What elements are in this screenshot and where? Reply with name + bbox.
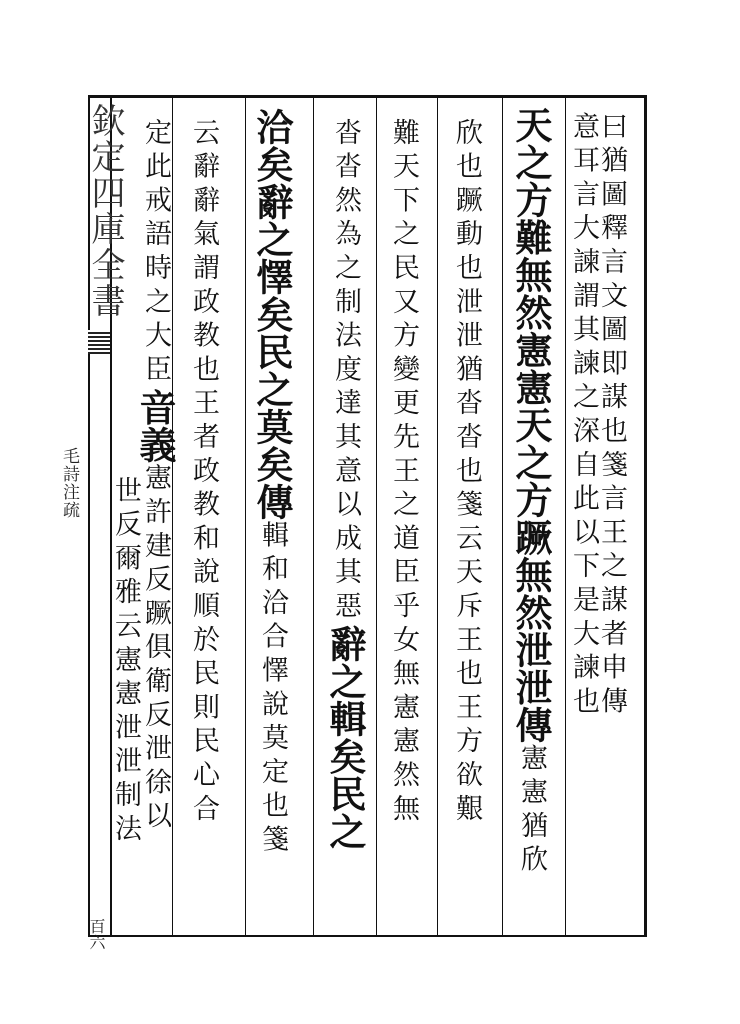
commentary-text: 難天下之民又方變更先王之道臣乎女無憲憲然無	[388, 118, 419, 828]
book-name: 毛詩注疏	[59, 447, 79, 519]
commentary-text: 沓沓然為之制法度達其意以成其惡	[330, 118, 361, 625]
text-column-7	[250, 108, 294, 859]
text-column-6	[323, 118, 367, 850]
commentary-text: 定此戒語時之大臣	[140, 118, 171, 389]
column-divider	[565, 98, 566, 935]
running-title: 欽定四庫全書	[85, 103, 125, 319]
column-divider	[376, 98, 377, 935]
text-column-5	[390, 118, 417, 828]
classic-text: 音義	[133, 388, 177, 464]
commentary-text: 世反爾雅云憲憲泄泄制法	[110, 476, 141, 848]
folio-number: 百六	[87, 918, 106, 950]
commentary-text: 憲憲猶欣	[516, 743, 547, 879]
column-divider	[313, 98, 314, 935]
text-column-4	[453, 118, 480, 828]
text-column-8	[190, 118, 217, 828]
text-column-9	[133, 118, 177, 836]
outer-border-bottom	[88, 935, 646, 937]
classic-text: 天之方難無然憲憲天之方蹶無然泄泄	[509, 106, 553, 706]
commentary-text: 憲許建反蹶俱衛反泄徐以	[140, 463, 171, 836]
commentary-text: 輯和洽合懌說莫定也箋	[257, 520, 288, 859]
text-column-2	[570, 112, 597, 720]
commentary-text: 意耳言大諫謂其諫之深自此以下是大諫也	[568, 112, 599, 721]
text-column-3	[509, 106, 553, 879]
classic-text: 傳	[509, 706, 553, 744]
classic-text: 洽矣辭之懌矣民之莫矣	[250, 108, 294, 483]
text-column-1	[598, 112, 625, 720]
outer-border-right	[644, 95, 647, 937]
text-column-10	[112, 476, 139, 848]
fishtail-mark	[88, 330, 110, 354]
commentary-text: 曰猶圖釋言文圖即謀也箋言王之謀者申傳	[596, 112, 627, 721]
column-divider	[245, 98, 246, 935]
classic-text: 傳	[250, 483, 294, 521]
column-divider	[437, 98, 438, 935]
commentary-text: 云辭辭氣謂政教也王者政教和說順於民則民心合	[188, 118, 219, 828]
commentary-text: 欣也蹶動也泄泄猶沓沓也箋云天斥王也王方欲艱	[451, 118, 482, 828]
classic-text: 辭之輯矣民之	[323, 625, 367, 850]
column-divider	[502, 98, 503, 935]
